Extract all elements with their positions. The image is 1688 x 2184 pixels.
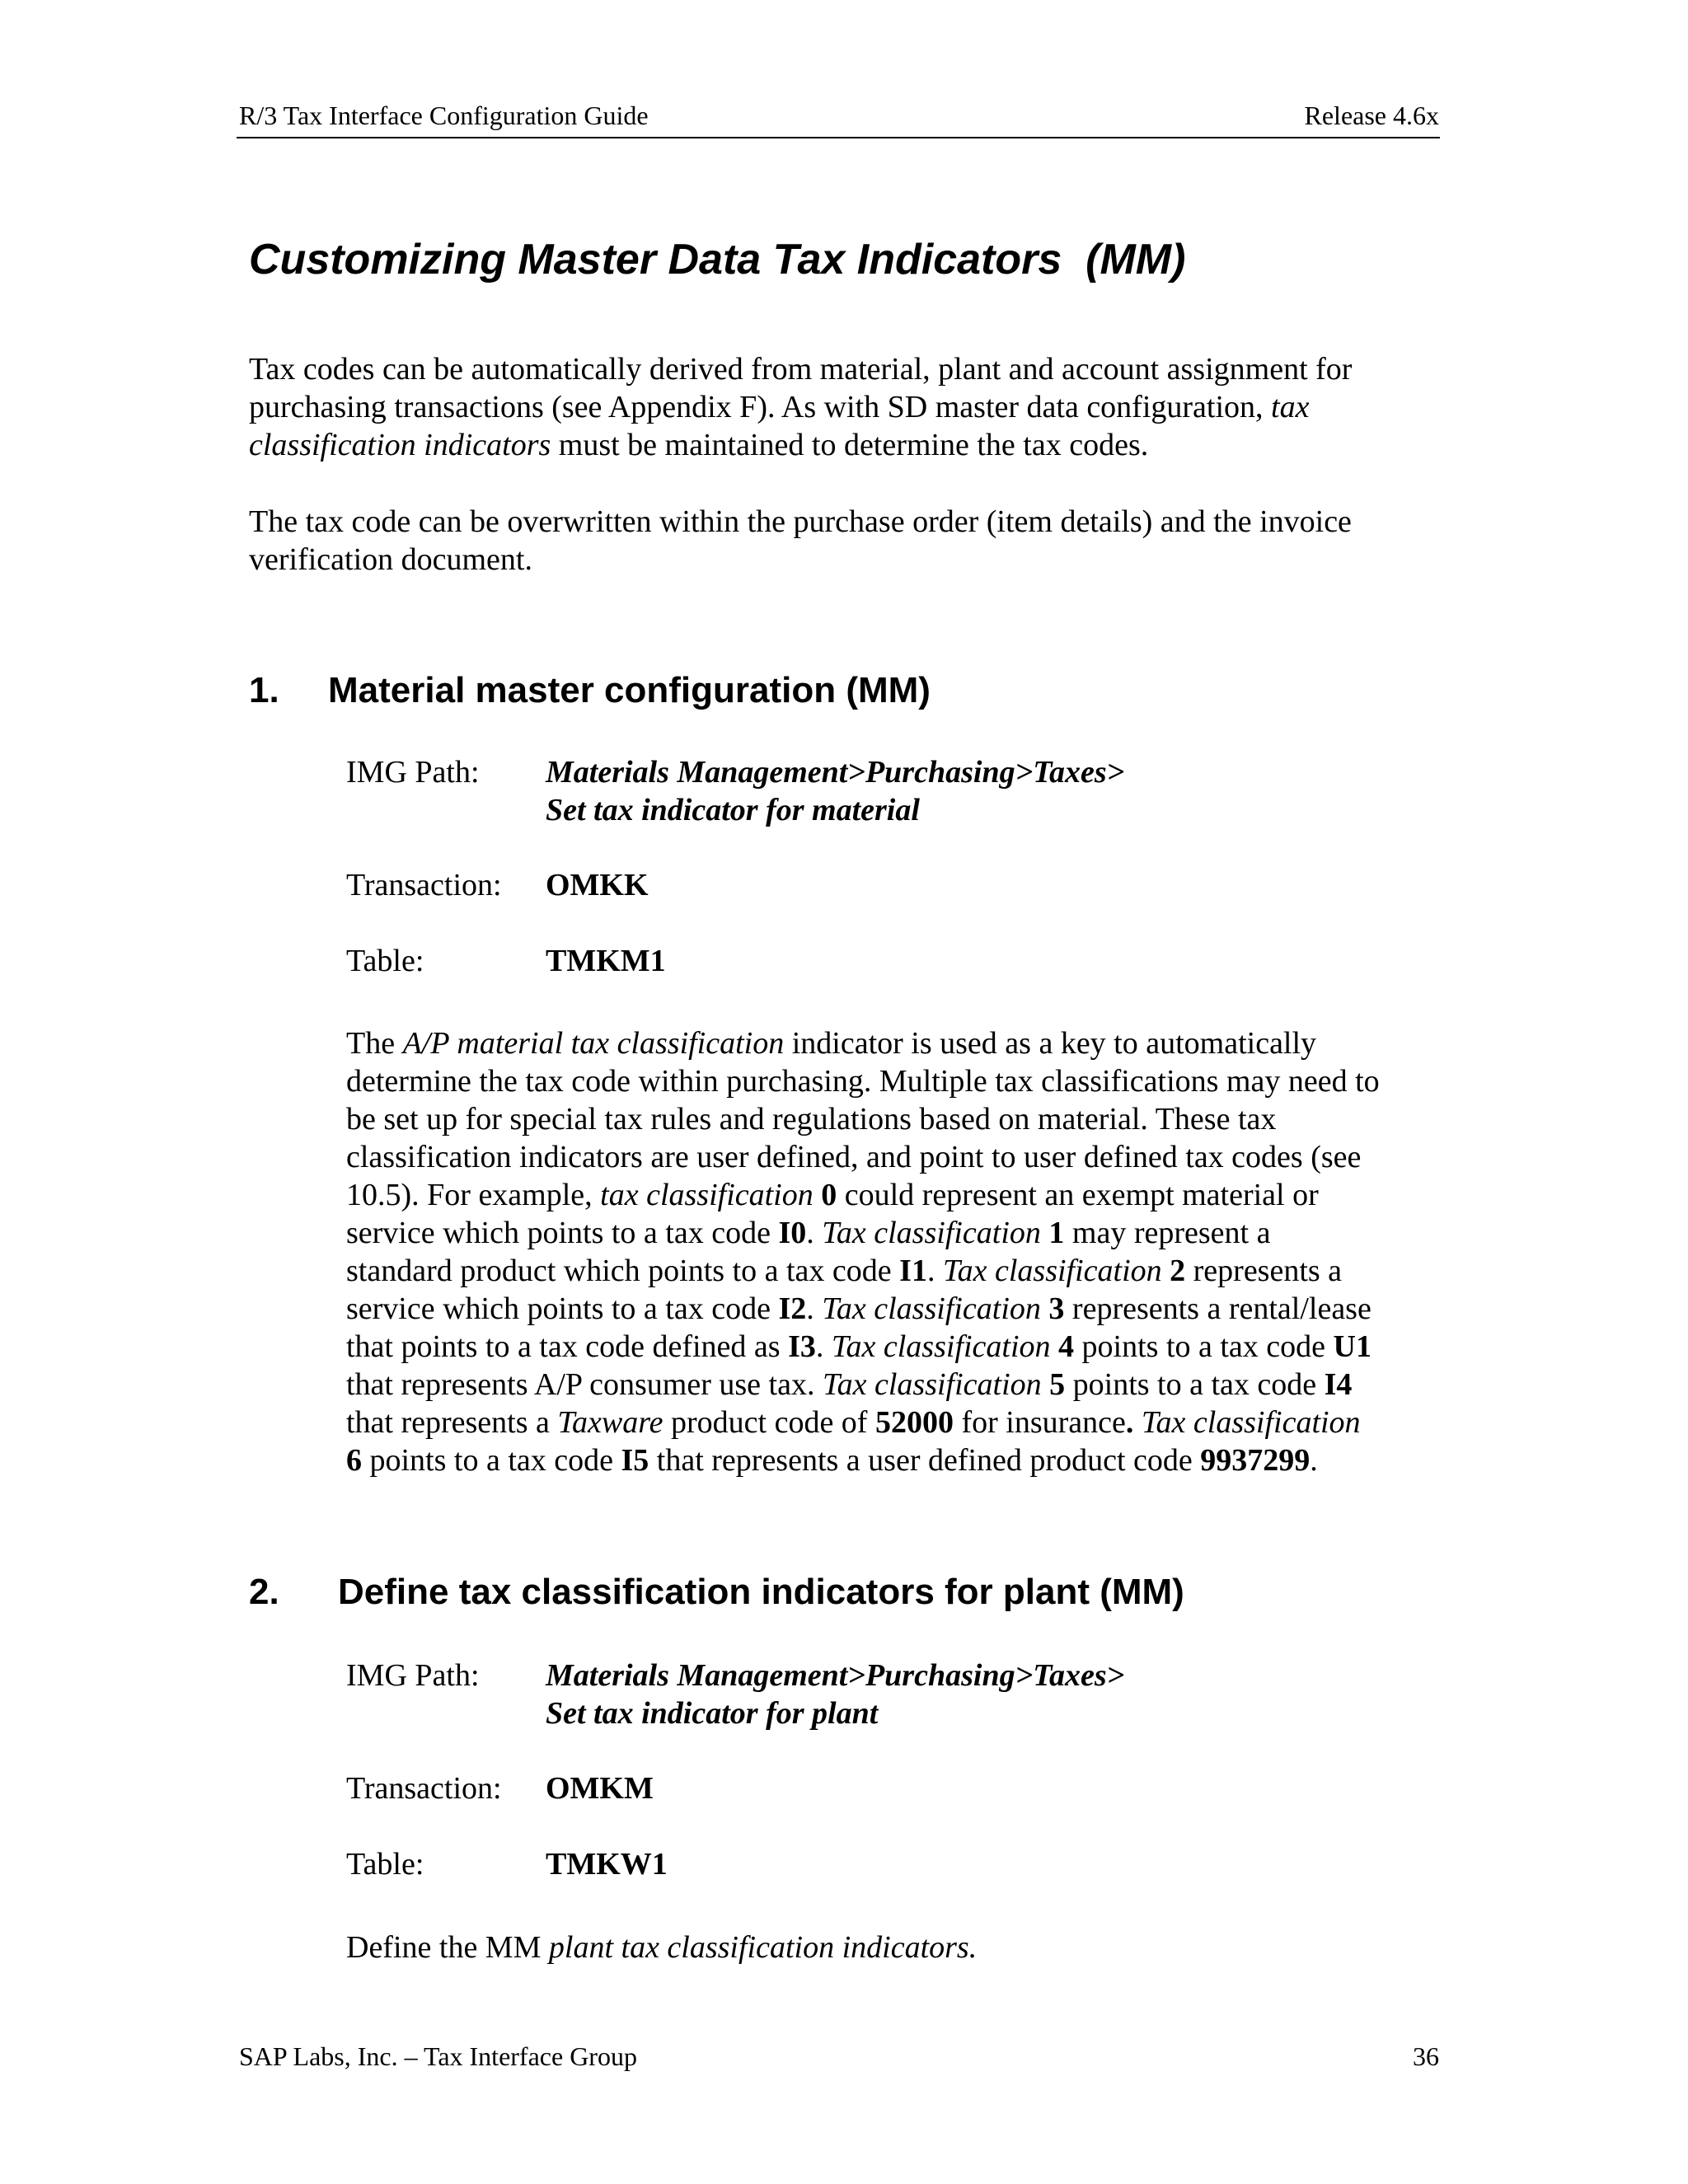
s1-body-line: 10.5). For example, tax classification 0 could represent an exempt material or: [346, 1178, 1319, 1212]
page-title: Customizing Master Data Tax Indicators (MM): [249, 236, 1186, 284]
s1-body-line: be set up for special tax rules and regulations based on material. These tax: [346, 1102, 1277, 1137]
footer-organization: SAP Labs, Inc. – Tax Interface Group: [239, 2041, 637, 2071]
s1-body-line: service which points to a tax code I2. Tax classification 3 represents a rental/lease: [346, 1291, 1372, 1326]
s1-body-line: service which points to a tax code I0. Tax classification 1 may represent a: [346, 1216, 1271, 1250]
running-header-title: R/3 Tax Interface Configuration Guide: [239, 101, 649, 130]
s2-transaction-label: Transaction:: [346, 1771, 502, 1806]
s2-img-path-line1: Materials Management>Purchasing>Taxes>: [546, 1658, 1125, 1693]
s1-img-path-line2: Set tax indicator for material: [546, 793, 920, 827]
s1-transaction-value: OMKK: [546, 868, 649, 902]
header-rule: [237, 137, 1440, 138]
s1-body-paragraph: [346, 1024, 1451, 1479]
s2-table-label: Table:: [346, 1847, 424, 1882]
s2-table-value: TMKW1: [546, 1847, 668, 1882]
s1-img-path-line1: Materials Management>Purchasing>Taxes>: [546, 755, 1125, 790]
s2-img-path-line2: Set tax indicator for plant: [546, 1696, 879, 1731]
intro-paragraph-1: Tax codes can be automatically derived from material, plant and account assignment for purchasing transactions (see Appendix F). As with SD master data configuration, tax classification indicators must be maintained to determine the tax codes.: [249, 352, 1353, 462]
s1-body-line: 6 points to a tax code I5 that represents a user defined product code 9937299.: [346, 1443, 1318, 1478]
section-2-number: 2.: [249, 1572, 279, 1612]
s1-body-line: that represents A/P consumer use tax. Tax classification 5 points to a tax code I4: [346, 1367, 1353, 1402]
intro-paragraph-2: The tax code can be overwritten within the purchase order (item details) and the invoice verification document.: [249, 504, 1352, 577]
s1-body-line: that points to a tax code defined as I3. Tax classification 4 points to a tax code U1: [346, 1329, 1372, 1364]
s2-transaction-value: OMKM: [546, 1771, 654, 1806]
section-1-title: Material master configuration (MM): [328, 670, 931, 710]
s1-table-value: TMKM1: [546, 944, 666, 978]
s1-body-line: determine the tax code within purchasing. Multiple tax classifications may need to: [346, 1064, 1380, 1099]
page-number: 36: [1413, 2041, 1439, 2071]
s1-transaction-label: Transaction:: [346, 868, 502, 902]
s1-img-path-label: IMG Path:: [346, 755, 480, 790]
s1-table-label: Table:: [346, 944, 424, 978]
s2-img-path-label: IMG Path:: [346, 1658, 480, 1693]
section-2-title: Define tax classification indicators for plant (MM): [338, 1572, 1184, 1612]
s1-body-line: that represents a Taxware product code of 52000 for insurance. Tax classification: [346, 1405, 1361, 1440]
s1-body-line: standard product which points to a tax code I1. Tax classification 2 represents a: [346, 1254, 1343, 1288]
s2-define-sentence: Define the MM plant tax classification indicators.: [346, 1930, 978, 1965]
section-1-number: 1.: [249, 670, 279, 710]
s1-body-line: classification indicators are user defined, and point to user defined tax codes (see: [346, 1140, 1362, 1174]
running-header-release: Release 4.6x: [1304, 101, 1439, 130]
s1-body-line: The A/P material tax classification indicator is used as a key to automatically: [346, 1026, 1317, 1061]
